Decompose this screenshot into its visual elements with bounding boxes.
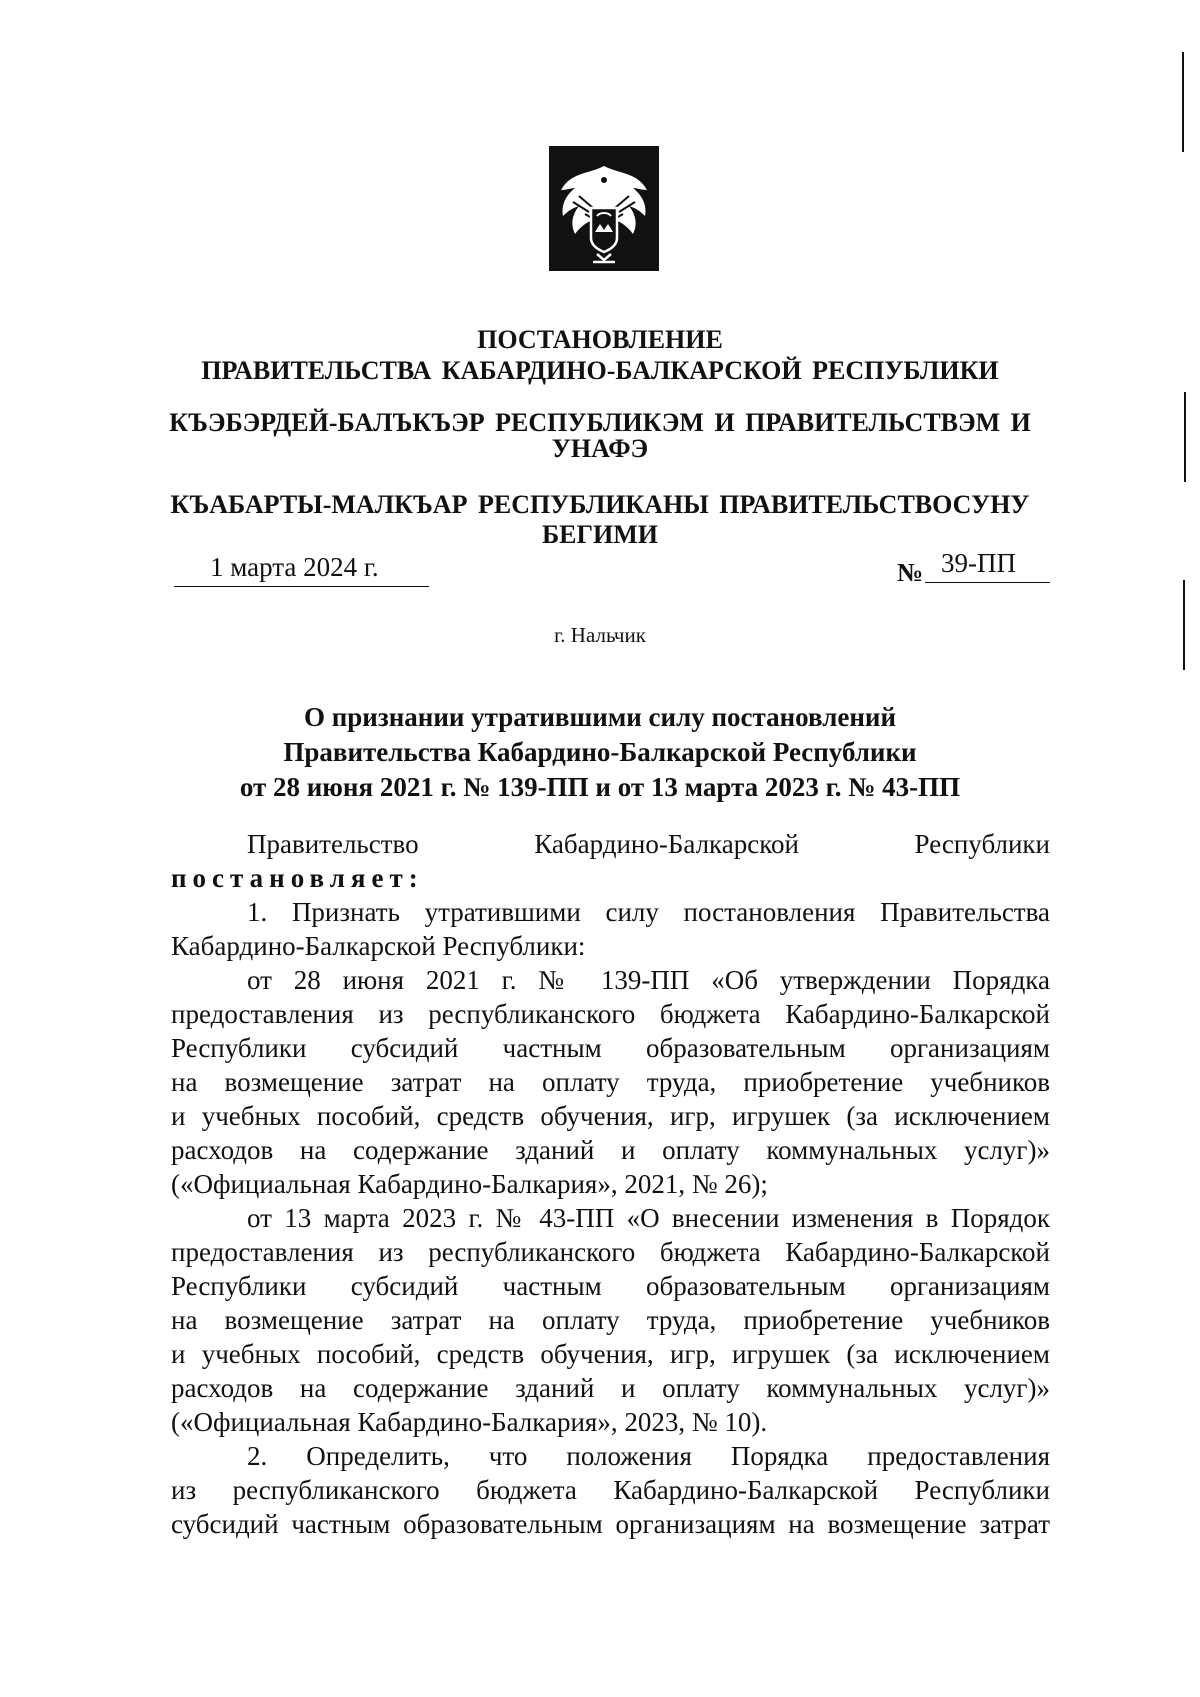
body-line: Республики субсидий частным образовательным организациям (171, 1271, 1050, 1301)
coat-of-arms-icon (549, 146, 659, 271)
issuer-heading-balkar-cont: БЕГИМИ (541, 520, 659, 549)
issuer-heading-balkar: КЪАБАРТЫ-МАЛКЪАР РЕСПУБЛИКАНЫ ПРАВИТЕЛЬСТВОСУНУ (170, 490, 1030, 519)
intro-line: Правительство Кабардино-Балкарской Республики (247, 829, 1050, 859)
doc-type-heading: ПОСТАНОВЛЕНИЕ (477, 325, 723, 354)
document-title-line: О признании утратившими силу постановлений (303, 702, 897, 732)
body-line: из республиканского бюджета Кабардино-Балкарской Республики (171, 1475, 1050, 1505)
body-line: Кабардино-Балкарской Республики: (171, 931, 586, 961)
issuer-heading-kabardian-cont: УНАФЭ (551, 434, 649, 463)
document-number: 39-ПП (925, 544, 1050, 583)
document-date: 1 марта 2024 г. (174, 548, 429, 587)
intro-decree-word: постановляет: (171, 863, 424, 893)
document-title-line: Правительства Кабардино-Балкарской Республики (283, 737, 917, 767)
body-line: на возмещение затрат на оплату труда, приобретение учебников (171, 1305, 1050, 1335)
body-line: субсидий частным образовательным организациям на возмещение затрат (171, 1509, 1050, 1539)
body-line: предоставления из республиканского бюджета Кабардино-Балкарской (171, 1237, 1050, 1267)
document-title-line: от 28 июня 2021 г. № 139-ПП и от 13 марта 2023 г. № 43-ПП (239, 772, 961, 802)
body-line: от 13 марта 2023 г. № 43-ПП «О внесении изменения в Порядок (247, 1203, 1050, 1233)
body-line: и учебных пособий, средств обучения, игр, игрушек (за исключением (171, 1339, 1050, 1369)
issuer-heading-kabardian: КЪЭБЭРДЕЙ-БАЛЪКЪЭР РЕСПУБЛИКЭМ И ПРАВИТЕЛЬСТВЭМ И (169, 408, 1031, 437)
body-line: («Официальная Кабардино-Балкария», 2023, № 10). (171, 1407, 768, 1437)
body-line: («Официальная Кабардино-Балкария», 2021, № 26); (171, 1169, 768, 1199)
number-label: № (897, 558, 924, 587)
body-line: на возмещение затрат на оплату труда, приобретение учебников (171, 1067, 1050, 1097)
body-line: 2. Определить, что положения Порядка предоставления (247, 1441, 1050, 1471)
body-line: расходов на содержание зданий и оплату коммунальных услуг)» (171, 1373, 1050, 1403)
scan-edge-mark (1183, 580, 1185, 670)
issuer-heading: ПРАВИТЕЛЬСТВА КАБАРДИНО-БАЛКАРСКОЙ РЕСПУБЛИКИ (201, 356, 999, 385)
body-line: и учебных пособий, средств обучения, игр, игрушек (за исключением (171, 1101, 1050, 1131)
body-line: Республики субсидий частным образовательным организациям (171, 1033, 1050, 1063)
body-line: предоставления из республиканского бюджета Кабардино-Балкарской (171, 999, 1050, 1029)
body-line: расходов на содержание зданий и оплату коммунальных услуг)» (171, 1135, 1050, 1165)
document-city: г. Нальчик (554, 623, 646, 647)
body-line: 1. Признать утратившими силу постановления Правительства (247, 897, 1050, 927)
scan-edge-mark (1182, 52, 1184, 152)
body-line: от 28 июня 2021 г. № 139-ПП «Об утверждении Порядка (247, 965, 1050, 995)
scan-edge-mark (1184, 392, 1186, 482)
